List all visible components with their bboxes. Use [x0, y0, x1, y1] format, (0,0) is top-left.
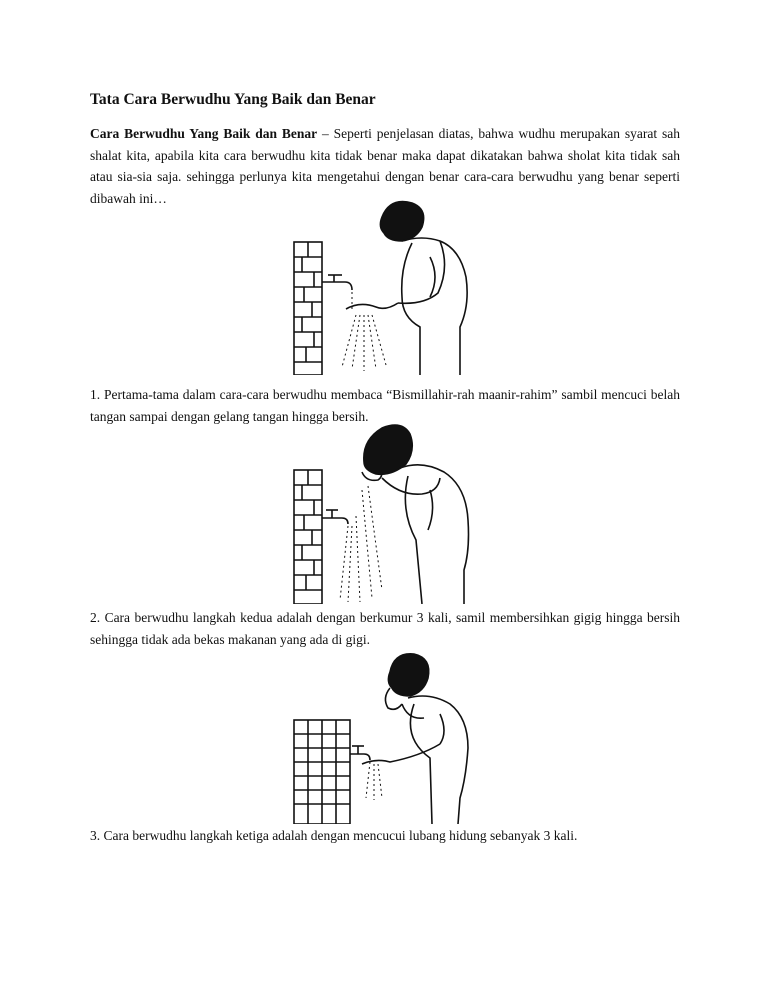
document-title: Tata Cara Berwudhu Yang Baik dan Benar	[90, 91, 376, 108]
illustration-rinsing-mouth	[290, 420, 490, 604]
illustration-cleaning-nose	[290, 648, 490, 824]
intro-bold-lead: Cara Berwudhu Yang Baik dan Benar	[90, 126, 318, 141]
step-3-text: 3. Cara berwudhu langkah ketiga adalah dengan mencucui lubang hidung sebanyak 3 kali.	[90, 828, 578, 843]
illustration-washing-hands	[290, 197, 490, 375]
washing-hands-drawing	[290, 197, 490, 375]
rinsing-mouth-drawing	[290, 420, 490, 604]
step-1-text: 1. Pertama-tama dalam cara-cara berwudhu membaca “Bismillahir-rah maanir-rahim” sambil mencuci belah tangan sampai dengan gelang tangan hingga bersih.	[90, 387, 680, 424]
cleaning-nose-drawing	[290, 648, 490, 824]
step-2-text: 2. Cara berwudhu langkah kedua adalah dengan berkumur 3 kali, samil membersihkan gigig hingga bersih sehingga tidak ada bekas makanan yang ada di gigi.	[90, 610, 680, 647]
intro-text: – Seperti penjelasan diatas, bahwa wudhu merupakan syarat sah shalat kita, apabila kita cara berwudhu kita tidak benar maka dapat dikatakan bahwa sholat kita tidak sah atau sia-sia saja. sehingga perlunya kita mengetahui dengan benar cara-cara berwudhu yang benar seperti dibawah ini…	[90, 126, 681, 206]
